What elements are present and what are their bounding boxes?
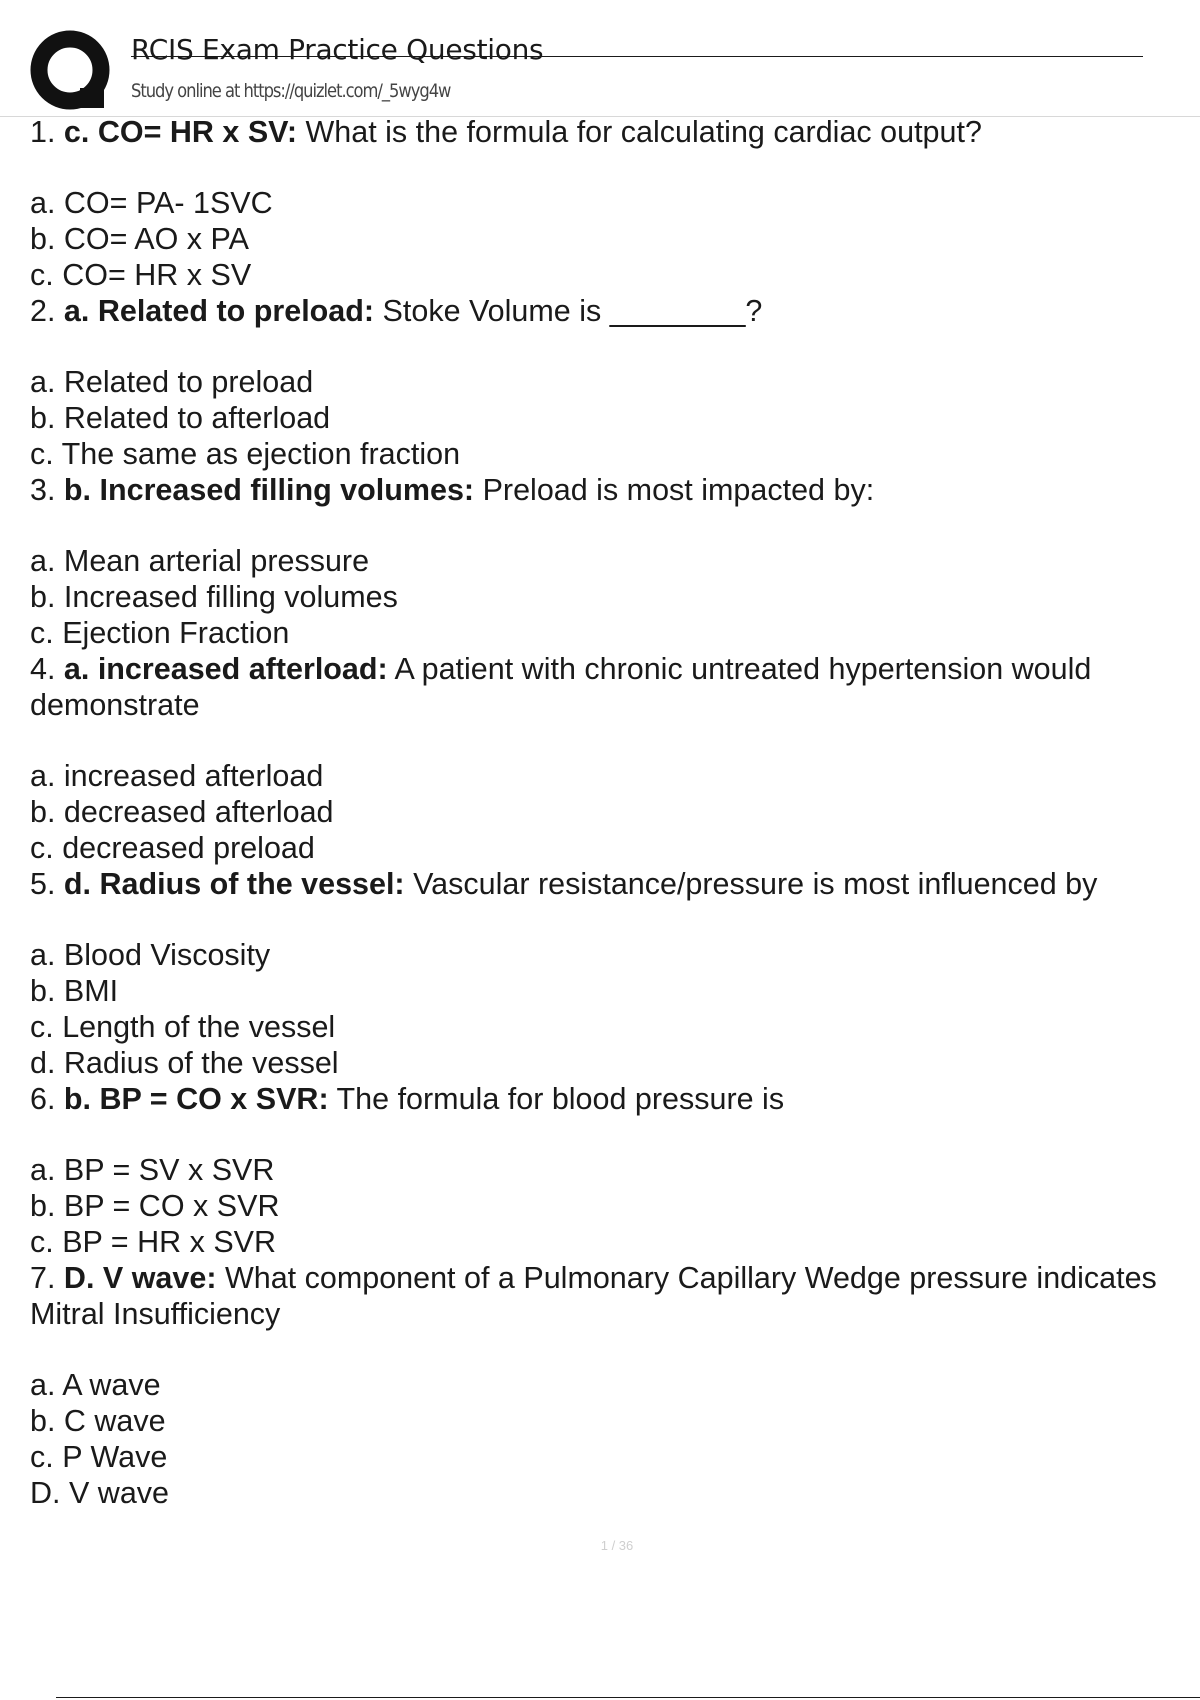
question-answer: d. Radius of the vessel: [63,867,405,901]
spacer [30,902,1200,937]
question-1 [30,114,1200,150]
question-number: 3. [30,473,56,507]
question-number: 1. [30,115,56,149]
option: c. The same as ejection fraction [30,437,461,471]
question-3 [30,472,1200,508]
question-6 [30,1081,1200,1117]
option: b. CO= AO x PA [30,222,249,256]
question-text: Stoke Volume is ________? [382,294,763,328]
question-answer: b. Increased filling volumes: [63,473,475,507]
option: c. Ejection Fraction [30,616,290,650]
option: c. CO= HR x SV [30,258,252,292]
option: b. Related to afterload [30,401,331,435]
question-text: Vascular resistance/pressure is most influenced by [413,867,1098,901]
question-number: 7. [30,1261,56,1295]
option: D. V wave [30,1476,169,1510]
question-7 [30,1260,1200,1332]
question-5 [30,866,1200,902]
option: a. Blood Viscosity [30,938,271,972]
option: a. A wave [30,1368,161,1402]
question-number: 6. [30,1082,56,1116]
question-answer: D. V wave: [63,1261,217,1295]
document-title: RCIS Exam Practice Questions [131,33,544,66]
option: b. C wave [30,1404,166,1438]
question-text: The formula for blood pressure is [336,1082,785,1116]
question-text: A patient with chronic untreated hypertension would demonstrate [30,652,1092,722]
option: b. Increased filling volumes [30,580,398,614]
footer-rule [56,1697,1200,1698]
question-number: 2. [30,294,56,328]
spacer [30,508,1200,543]
title-rule [131,56,1143,57]
option: c. BP = HR x SVR [30,1225,277,1259]
option: a. Related to preload [30,365,314,399]
option: c. Length of the vessel [30,1010,336,1044]
option: b. BMI [30,974,119,1008]
option: a. BP = SV x SVR [30,1153,275,1187]
question-text: Preload is most impacted by: [482,473,875,507]
spacer [30,1117,1200,1152]
option: c. decreased preload [30,831,315,865]
question-list [30,114,1200,1511]
study-online-link[interactable]: Study online at https://quizlet.com/_5wyg4w [131,80,451,102]
question-text: What component of a Pulmonary Capillary Wedge pressure indicates Mitral Insufficiency [30,1261,1157,1331]
question-number: 5. [30,867,56,901]
question-4 [30,651,1200,723]
spacer [30,723,1200,758]
quizlet-logo-icon [30,30,114,114]
question-2 [30,293,1200,329]
question-answer: b. BP = CO x SVR: [63,1082,329,1116]
option: a. CO= PA- 1SVC [30,186,273,220]
question-answer: c. CO= HR x SV: [63,115,297,149]
page-number: 1 / 36 [600,1538,634,1553]
question-number: 4. [30,652,56,686]
option: a. Mean arterial pressure [30,544,370,578]
spacer [30,150,1200,185]
page-header [0,0,1200,118]
option: b. decreased afterload [30,795,334,829]
spacer [30,1332,1200,1367]
spacer [30,329,1200,364]
question-answer: a. Related to preload: [63,294,375,328]
option: b. BP = CO x SVR [30,1189,280,1223]
question-text: What is the formula for calculating cardiac output? [305,115,982,149]
option: a. increased afterload [30,759,324,793]
option: c. P Wave [30,1440,168,1474]
option: d. Radius of the vessel [30,1046,339,1080]
question-answer: a. increased afterload: [63,652,388,686]
